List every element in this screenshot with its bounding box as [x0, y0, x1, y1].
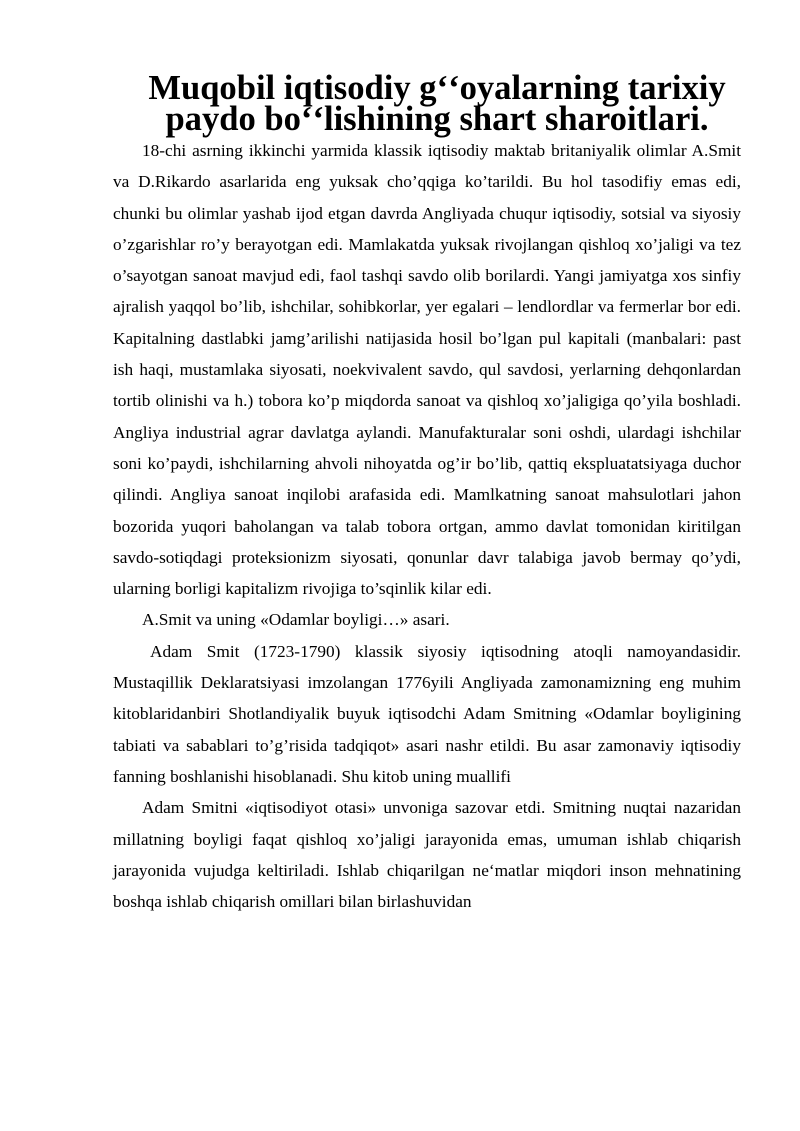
paragraph-father-of-economics: Adam Smitni «iqtisodiyot otasi» unvoniga sazovar etdi. Smitning nuqtai nazaridan millatning boyligi faqat qishloq xo’jaligi jarayonida emas, umuman ishlab chiqarish jarayonida vujudga keltiriladi. Ishlab chiqarilgan ne‘matlar miqdori inson mehnatining boshqa ishlab chiqarish omillari bilan birlashuvidan: [113, 798, 741, 912]
document-body: [113, 69, 741, 917]
section-heading-smit: A.Smit va uning «Odamlar boyligi…» asari.: [142, 610, 450, 630]
paragraph-intro: 18-chi asrning ikkinchi yarmida klassik iqtisodiy maktab britaniyalik olimlar A.Smit va D.Rikardo asarlarida eng yuksak cho’qqiga ko’tarildi. Bu hol tasodifiy emas edi, chunki bu olimlar yashab ijod etgan davrda Angliyada chuqur iqtisodiy, sotsial va siyosiy o’zgarishlar ro’y berayotgan edi. Mamlakatda yuksak rivojlangan qishloq xo’jaligi va tez o’sayotgan sanoat mavjud edi, faol tashqi savdo olib borilardi. Yangi jamiyatga xos sinfiy ajralish yaqqol bo’lib, ishchilar, sohibkorlar, yer egalari – lendlordlar va fermerlar bor edi. Kapitalning dastlabki jamg’arilishi natijasida hosil bo’lgan pul kapitali (manbalari: past ish haqi, mustamlaka siyosati, noekvivalent savdo, qul savdosi, yerlarning dehqonlardan tortib olinishi va h.) tobora ko’p miqdorda sanoat va qishloq xo’jaligiga qo’yila boshladi. Angliya industrial agrar davlatga aylandi. Manufakturalar soni oshdi, ulardagi ishchilar soni ko’paydi, ishchilarning ahvoli nihoyatda og’ir bo’lib, qattiq ekspluatatsiyaga duchor qilindi. Angliya sanoat inqilobi arafasida edi. Mamlkatning sanoat mahsulotlari jahon bozorida yuqori baholangan va talab tobora ortgan, ammo davlat tomonidan kiritilgan savdo-sotiqdagi proteksionizm siyosati, qonunlar davr talabiga javob bermay qo’ydi, ularning borligi kapitalizm rivojiga to’sqinlik kilar edi.: [113, 141, 741, 599]
document-title: Muqobil iqtisodiy gʻʻoyalarning tarixiy paydo boʻʻlishining shart sharoitlari.: [148, 69, 726, 138]
paragraph-adam-smit: Adam Smit (1723-1790) klassik siyosiy iqtisodning atoqli namoyandasidir. Mustaqillik Deklaratsiyasi imzolangan 1776yili Angliyada zamonamizning eng muhim kitoblaridanbiri Shotlandiyalik buyuk iqtisodchi Adam Smitning «Odamlar boyligining tabiati va sabablari to’g’risida tadqiqot» asari nashr etildi. Bu asar zamonaviy iqtisodiy fanning boshlanishi hisoblanadi. Shu kitob uning muallifi: [113, 641, 741, 786]
